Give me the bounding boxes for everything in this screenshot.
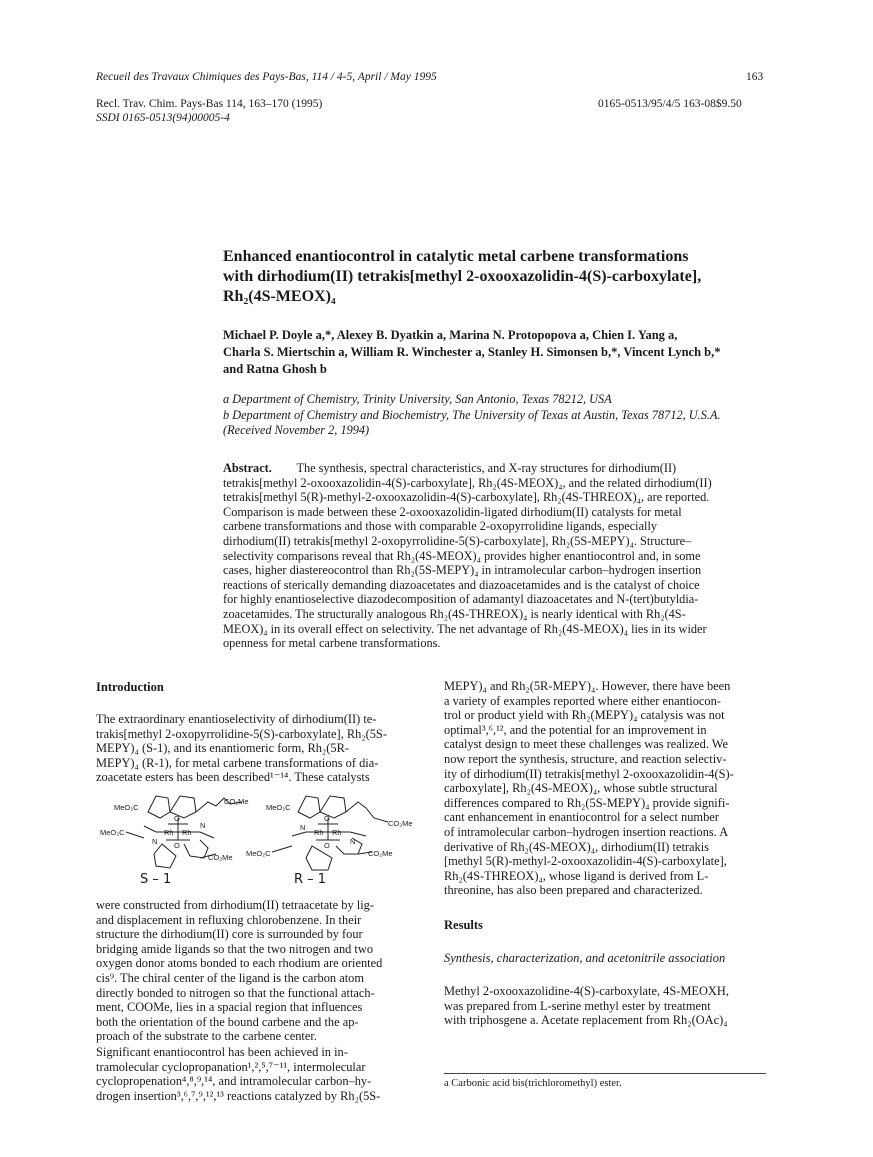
intro-p3-line: Significant enantiocontrol has been achieved in in- xyxy=(96,1045,348,1059)
abstract-line: dirhodium(II) tetrakis[methyl 2-oxopyrrolidine-5(S)-carboxylate], Rh₂(5S-MEPY)₄. Structure– xyxy=(223,533,692,548)
right-p1-line: of intramolecular carbon–hydrogen insertion reactions. A xyxy=(444,824,729,839)
r1-meo2c-top: MeO₂C xyxy=(266,803,291,812)
authors-line-1: Michael P. Doyle a,*, Alexey B. Dyatkin a, Marina N. Protopopova a, Chien I. Yang a, xyxy=(223,328,678,342)
footnote: a Carbonic acid bis(trichloromethyl) ester. xyxy=(444,1078,622,1089)
intro-p3-line: cyclopropenation⁴,⁸,⁹,¹⁴, and intramolecular carbon–hy- xyxy=(96,1074,372,1089)
intro-p2-line: cis⁹. The chiral center of the ligand is the carbon atom xyxy=(96,970,364,985)
intro-p2-line: proach of the substrate to the carbene center. xyxy=(96,1029,317,1044)
results-paragraph-1 xyxy=(444,984,766,1028)
author-list xyxy=(223,327,721,378)
s1-n-right: N xyxy=(200,821,206,830)
right-p1-line: optimal³,⁶,¹², and the potential for an improvement in xyxy=(444,722,707,737)
s1-o-top: O xyxy=(174,814,180,823)
intro-paragraph-3 xyxy=(96,1045,416,1103)
intro-paragraph-1 xyxy=(96,712,416,785)
abstract-line: tetrakis[methyl 5(R)-methyl-2-oxooxazolidin-4(S)-carboxylate], Rh₂(4S-THREOX)₄, are reported. xyxy=(223,490,710,505)
s1-o-bottom: O xyxy=(174,841,180,850)
abstract-line: selectivity comparisons reveal that Rh₂(4S-MEOX)₄ provides higher enantiocontrol and, in some xyxy=(223,548,701,563)
right-p1-line: differences compared to Rh₂(5S-MEPY)₄ provide signifi- xyxy=(444,795,730,810)
right-p1-line: ity of dirhodium(II) tetrakis[methyl 2-oxooxazolidin-4(S)- xyxy=(444,766,734,781)
title-line-3: Rh₂(4S-MEOX)₄ xyxy=(223,288,336,305)
right-p1-line: Rh₂(4S-THREOX)₄, whose ligand is derived from L- xyxy=(444,868,709,883)
results-p1-line: with triphosgene a. Acetate replacement from Rh₂(OAc)₄ xyxy=(444,1013,728,1028)
intro-p1-line: MEPY)₄ (S-1), and its enantiomeric form, Rh₂(5R- xyxy=(96,741,349,756)
abstract-line: openness for metal carbene transformations. xyxy=(223,636,441,651)
abstract-line: reactions of sterically demanding diazoacetates and diazoacetamides and is the catalyst of choice xyxy=(223,577,700,592)
right-p1-line: carboxylate], Rh₂(4S-MEOX)₄, whose subtle structural xyxy=(444,781,718,796)
intro-p1-line: trakis[methyl 2-oxopyrrolidine-5(S)-carboxylate], Rh₂(5S- xyxy=(96,726,387,741)
intro-p1-line: The extraordinary enantioselectivity of dirhodium(II) te- xyxy=(96,712,377,726)
title-line-2: with dirhodium(II) tetrakis[methyl 2-oxooxazolidin-4(S)-carboxylate], xyxy=(223,268,702,285)
figure-label-r1: R – 1 xyxy=(294,872,327,887)
abstract-line: zoacetamides. The structurally analogous Rh₂(4S-THREOX)₄ is nearly identical with Rh₂(4S- xyxy=(223,606,686,621)
issn-code: 0165-0513/95/4/5 163-08$9.50 xyxy=(598,98,742,110)
abstract-line: carbene transformations and those with comparable 2-oxopyrrolidine ligands, especially xyxy=(223,519,658,534)
right-p1-line: a variety of examples reported where either enantiocon- xyxy=(444,693,721,708)
results-p1-line: Methyl 2-oxooxazolidine-4(S)-carboxylate, 4S-MEOXH, xyxy=(444,984,729,998)
s1-n-left: N xyxy=(152,837,158,846)
intro-p2-line: were constructed from dirhodium(II) tetraacetate by lig- xyxy=(96,898,374,912)
results-p1-line: was prepared from L-serine methyl ester by treatment xyxy=(444,998,711,1013)
abstract-line: Comparison is made between these 2-oxooxazolidin-ligated dirhodium(II) catalysts for metal xyxy=(223,504,682,519)
ssdi: SSDI 0165-0513(94)00005-4 xyxy=(96,112,230,124)
r1-n-right: N xyxy=(350,837,356,846)
abstract-label: Abstract. xyxy=(223,461,272,475)
s1-co2me-top: CO₂Me xyxy=(224,797,249,806)
article-title xyxy=(223,247,701,307)
citation: Recl. Trav. Chim. Pays-Bas 114, 163–170 (1995) xyxy=(96,98,323,110)
authors-line-2: Charla S. Miertschin a, William R. Winchester a, Stanley H. Simonsen b,*, Vincent Lynch b,* xyxy=(223,345,721,359)
r1-o-top: O xyxy=(324,814,330,823)
footnote-rule xyxy=(444,1073,766,1074)
section-heading-introduction: Introduction xyxy=(96,680,164,694)
right-p1-line: now report the synthesis, structure, and reaction selectiv- xyxy=(444,751,727,766)
intro-p2-line: both the orientation of the bound carbene and the ap- xyxy=(96,1014,359,1029)
r1-o-bottom: O xyxy=(324,841,330,850)
title-line-1: Enhanced enantiocontrol in catalytic metal carbene transformations xyxy=(223,248,689,265)
affiliation-b: b Department of Chemistry and Biochemistry, The University of Texas at Austin, Texas 78712, U.S.A. xyxy=(223,407,721,422)
right-p1-line: derivative of Rh₂(4S-MEOX)₄, dirhodium(II) tetrakis xyxy=(444,839,709,854)
s1-co2me-bottom: CO₂Me xyxy=(208,853,233,862)
right-p1-line: threonine, has also been prepared and characterized. xyxy=(444,883,703,898)
right-p1-line: trol or product yield with Rh₂(MEPY)₄ catalysis was not xyxy=(444,708,725,723)
intro-p2-line: structure the dirhodium(II) core is surrounded by four xyxy=(96,927,363,942)
received-date: (Received November 2, 1994) xyxy=(223,423,370,437)
abstract-line: for highly enantioselective diazodecomposition of adamantyl diazoacetates and N-(tert)butyldia- xyxy=(223,592,699,607)
section-heading-results: Results xyxy=(444,918,483,932)
abstract-line: cases, higher diastereocontrol than Rh₂(5S-MEPY)₄ in intramolecular carbon–hydrogen insertion xyxy=(223,563,702,578)
right-paragraph-1 xyxy=(444,679,766,898)
abstract xyxy=(223,461,766,651)
r1-co2me-right: CO₂Me xyxy=(388,819,413,828)
intro-p2-line: directly bonded to nitrogen so that the functional attach- xyxy=(96,985,375,1000)
subsection-heading: Synthesis, characterization, and acetonitrile association xyxy=(444,951,726,965)
r1-rh-left: Rh xyxy=(314,828,324,837)
abstract-first-line-text: The synthesis, spectral characteristics, and X-ray structures for dirhodium(II) xyxy=(271,461,677,475)
intro-p2-line: ment, COOMe, lies in a spacial region that influences xyxy=(96,1000,363,1015)
intro-p3-line: tramolecular cyclopropanation¹,²,⁵,⁷⁻¹¹, intermolecular xyxy=(96,1059,366,1074)
abstract-line xyxy=(223,461,766,476)
r1-co2me-bottom: CO₂Me xyxy=(368,849,393,858)
affiliations xyxy=(223,392,721,439)
r1-meo2c-bottom: MeO₂C xyxy=(246,849,271,858)
abstract-line: tetrakis[methyl 2-oxooxazolidin-4(S)-carboxylate], Rh₂(4S-MEOX)₄, and the related dirhodium(II) xyxy=(223,475,712,490)
r1-n-left: N xyxy=(300,823,306,832)
right-p1-line: [methyl 5(R)-methyl-2-oxooxazolidin-4(S)-carboxylate], xyxy=(444,854,727,869)
s1-meo2c-top: MeO₂C xyxy=(114,803,139,812)
s1-rh-left: Rh xyxy=(164,828,174,837)
intro-p1-line: MEPY)₄ (R-1), for metal carbene transformations of dia- xyxy=(96,755,379,770)
s1-meo2c-left: MeO₂C xyxy=(100,828,125,837)
right-p1-line: MEPY)₄ and Rh₂(5R-MEPY)₄. However, there have been xyxy=(444,679,731,693)
s1-rh-right: Rh xyxy=(182,828,192,837)
intro-p2-line: and displacement in refluxing chlorobenzene. In their xyxy=(96,912,362,927)
r1-rh-right: Rh xyxy=(332,828,342,837)
intro-p2-line: oxygen donor atoms bonded to each rhodium are oriented xyxy=(96,956,383,971)
figure-label-s1: S – 1 xyxy=(140,872,172,887)
authors-line-3: and Ratna Ghosh b xyxy=(223,362,327,376)
page-number: 163 xyxy=(746,71,764,83)
abstract-line: MEOX)₄ in its overall effect on selectivity. The net advantage of Rh₂(4S-MEOX)₄ lies in its wider xyxy=(223,621,707,636)
journal-header: Recueil des Travaux Chimiques des Pays-Bas, 114 / 4-5, April / May 1995 xyxy=(96,71,437,83)
intro-paragraph-2 xyxy=(96,898,416,1044)
right-p1-line: catalyst design to meet these challenges was realized. We xyxy=(444,737,728,752)
intro-p3-line: drogen insertion³,⁶,⁷,⁹,¹²,¹³ reactions catalyzed by Rh₂(5S- xyxy=(96,1088,381,1103)
intro-p2-line: bridging amide ligands so that the two nitrogen and two xyxy=(96,941,374,956)
right-p1-line: cant enhancement in enantiocontrol for a select number xyxy=(444,810,719,825)
intro-p1-line: zoacetate esters has been described¹⁻¹⁴. These catalysts xyxy=(96,770,370,785)
affiliation-a: a Department of Chemistry, Trinity University, San Antonio, Texas 78212, USA xyxy=(223,392,612,406)
